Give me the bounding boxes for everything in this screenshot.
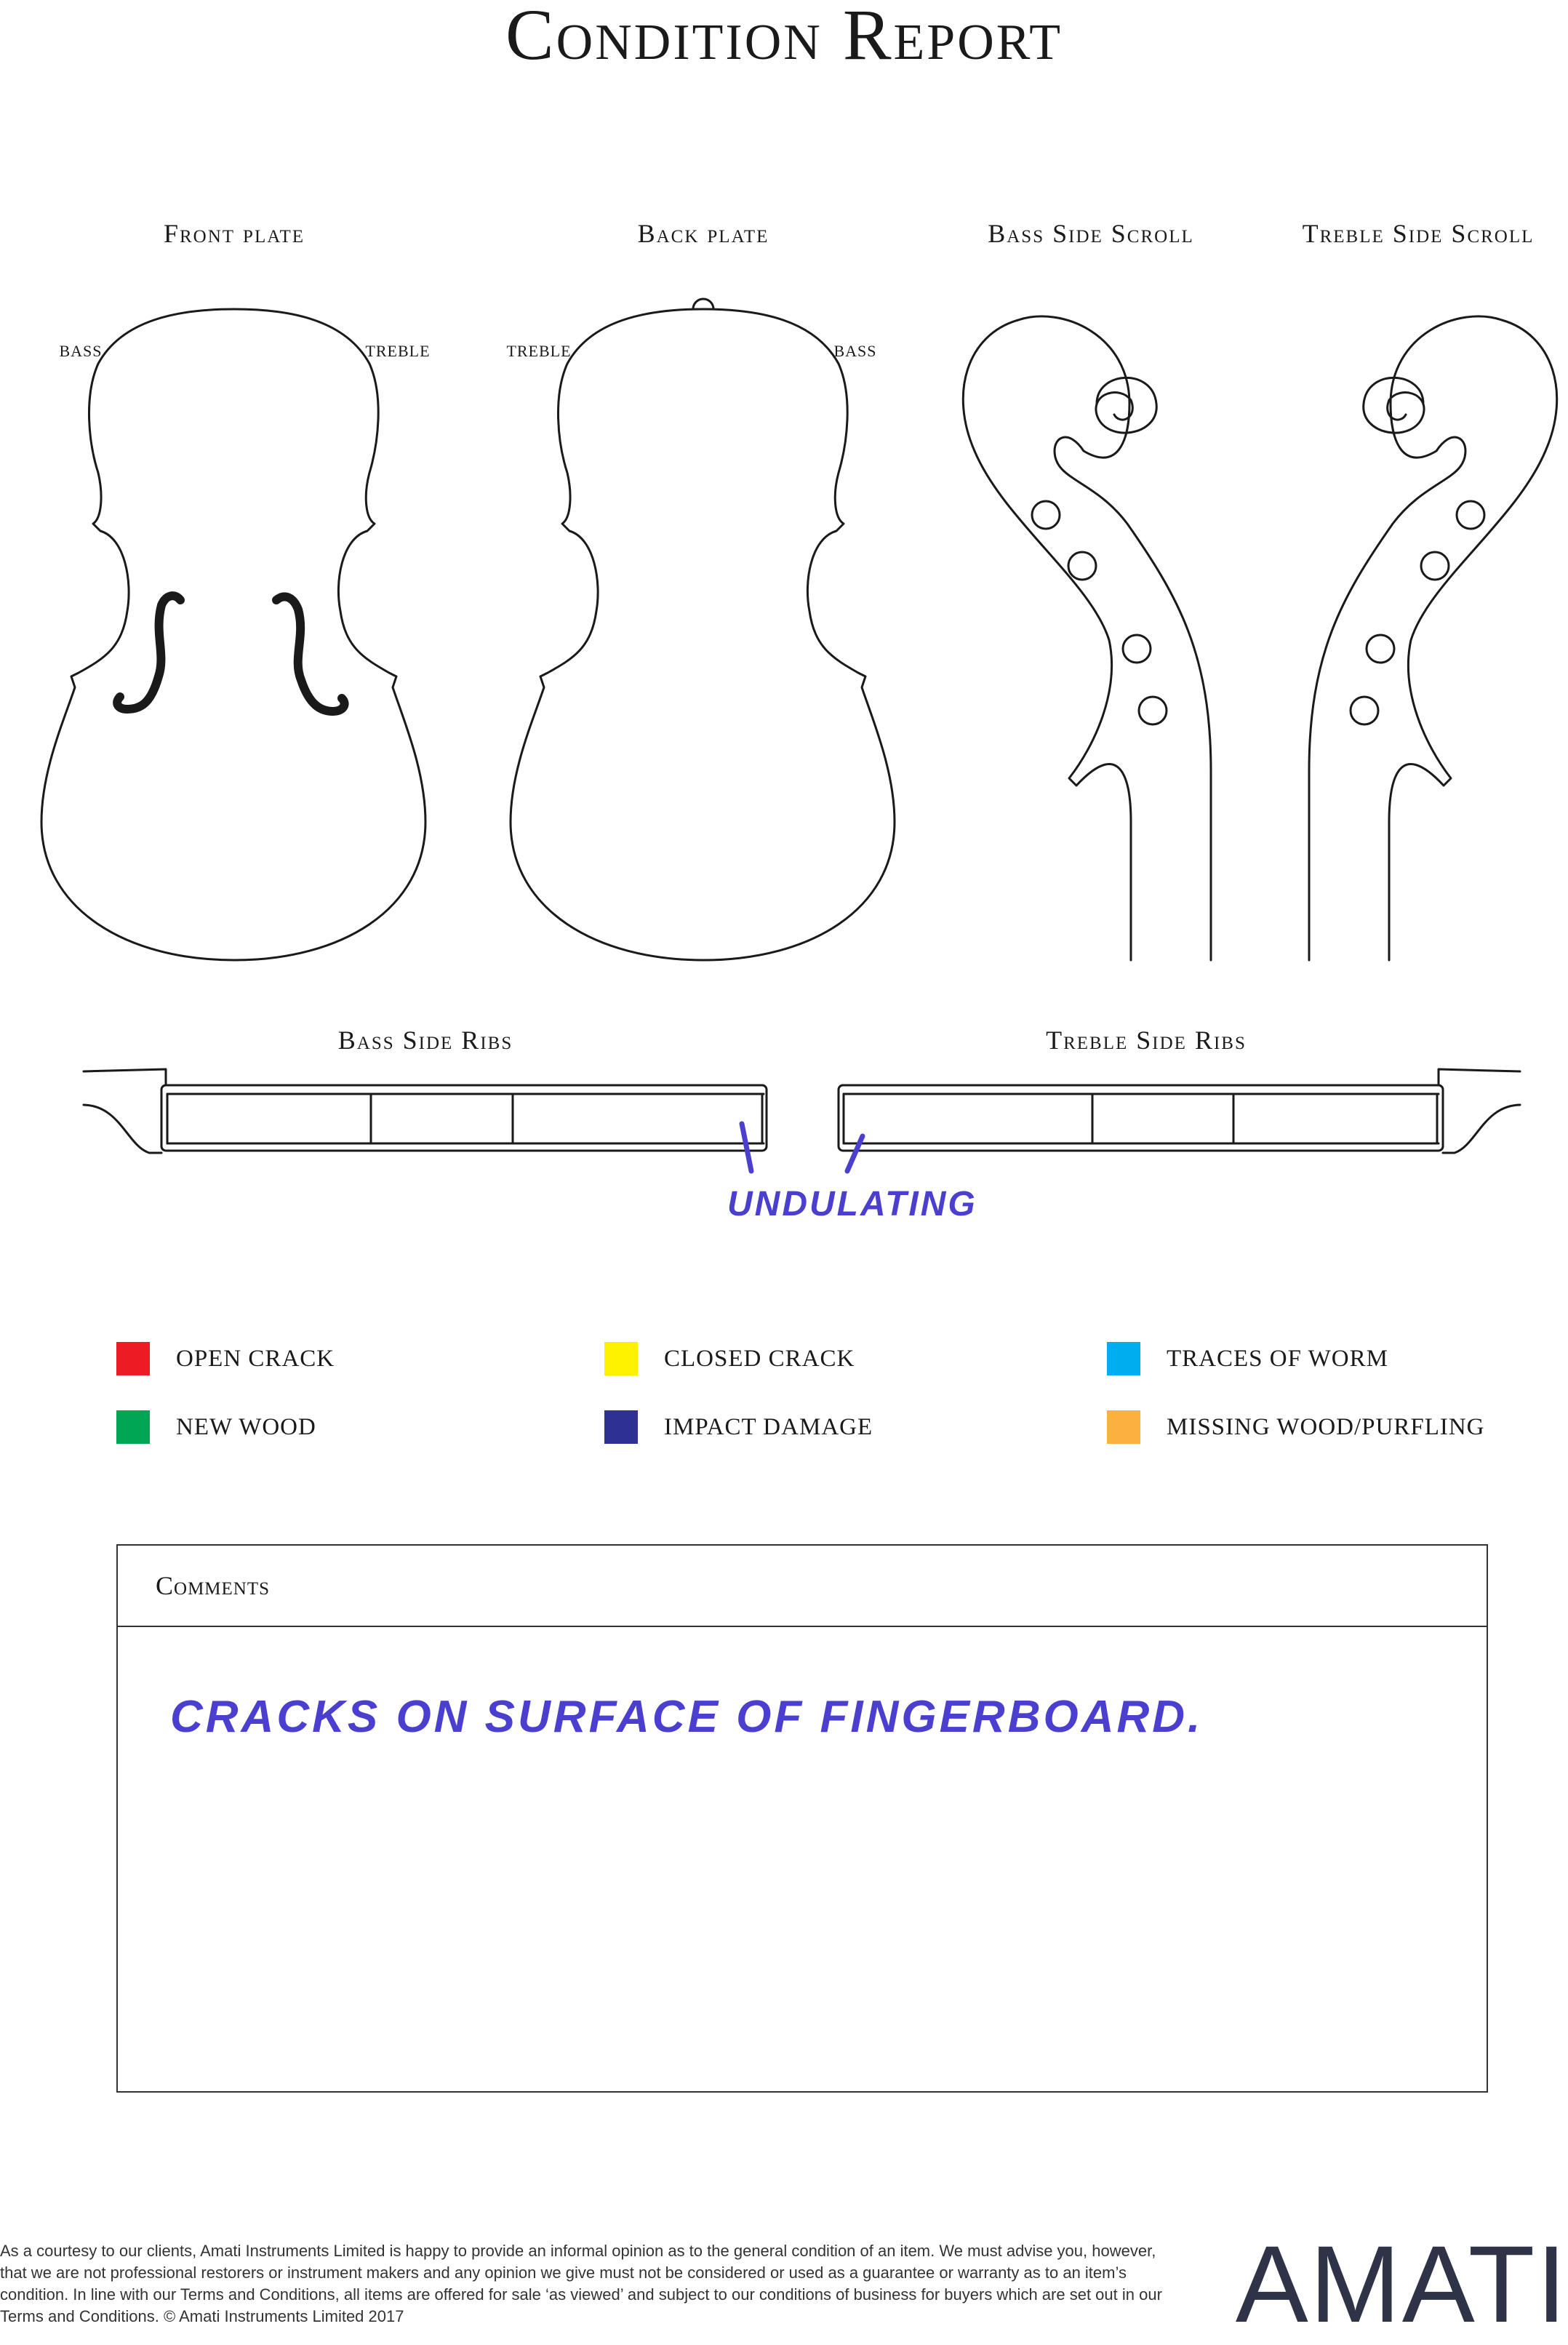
peg-hole-7 <box>1367 635 1394 663</box>
legend-label: TRACES OF WORM <box>1167 1345 1388 1372</box>
legend-label: IMPACT DAMAGE <box>664 1413 873 1440</box>
legend-swatch <box>1107 1410 1140 1444</box>
comments-box <box>116 1544 1488 2093</box>
undulating-annotation: UNDULATING <box>727 1185 977 1223</box>
peg-hole-5 <box>1457 501 1484 529</box>
legend-label: MISSING WOOD/PURFLING <box>1167 1413 1485 1440</box>
f-hole-right <box>276 596 345 711</box>
treble-side-ribs-label: Treble Side Ribs <box>1046 1026 1247 1055</box>
back-treble-label: TREBLE <box>506 342 572 360</box>
legend-swatch <box>116 1410 150 1444</box>
treble-side-scroll-label: Treble Side Scroll <box>1302 219 1535 248</box>
legend-swatch <box>116 1342 150 1375</box>
legend-label: OPEN CRACK <box>176 1345 335 1372</box>
front-plate-label: Front plate <box>163 219 305 248</box>
peg-hole-3 <box>1123 635 1151 663</box>
page-title: Condition Report <box>505 0 1063 75</box>
legend-item <box>1107 1408 1485 1446</box>
back-button <box>693 299 713 309</box>
back-plate-outline <box>511 309 895 960</box>
treble-scroll-outline <box>1309 316 1557 960</box>
amati-logo: AMATI <box>1235 2223 1568 2345</box>
legend-label: CLOSED CRACK <box>664 1345 855 1372</box>
bass-scroll-outline <box>963 316 1211 960</box>
peg-hole-4 <box>1139 697 1167 724</box>
legend-label: NEW WOOD <box>176 1413 316 1440</box>
legend-swatch <box>604 1342 638 1375</box>
treble-side-ribs-drawing <box>839 1069 1520 1153</box>
back-plate-label: Back plate <box>637 219 769 248</box>
peg-hole-6 <box>1421 552 1449 580</box>
legend-item <box>1107 1340 1388 1378</box>
back-bass-label: BASS <box>833 342 877 360</box>
legend-item <box>116 1408 316 1446</box>
peg-hole-2 <box>1068 552 1096 580</box>
front-plate-outline <box>41 309 425 960</box>
peg-hole-1 <box>1032 501 1060 529</box>
bass-side-ribs-drawing <box>84 1069 767 1153</box>
legend-swatch <box>604 1410 638 1444</box>
annotation-mark-right <box>847 1136 863 1171</box>
legend-item <box>604 1340 855 1378</box>
bass-side-ribs-label: Bass Side Ribs <box>337 1026 513 1055</box>
bass-side-scroll-label: Bass Side Scroll <box>988 219 1194 248</box>
comment-text: CRACKS ON SURFACE OF FINGERBOARD. <box>170 1692 1204 1742</box>
annotation-mark-left <box>742 1124 751 1171</box>
disclaimer-text: As a courtesy to our clients, Amati Instruments Limited is happy to provide an informal opinion as to the general condition of an item. We must advise you, however, that we are not professional restorers or instrument makers and any opinion we give must not be considered or used as a guarantee or warranty as to an item’s condition. In line with our Terms and Conditions, all items are offered for sale ‘as viewed’ and subject to our conditions of business for buyers which are set out in our Terms and Conditions. © Amati Instruments Limited 2017 <box>0 2242 1162 2325</box>
front-bass-label: BASS <box>59 342 103 360</box>
legend-item <box>604 1408 873 1446</box>
peg-hole-8 <box>1351 697 1378 724</box>
front-treble-label: TREBLE <box>365 342 431 360</box>
legend-item <box>116 1340 335 1378</box>
legend-swatch <box>1107 1342 1140 1375</box>
comments-heading: Comments <box>118 1546 1487 1627</box>
